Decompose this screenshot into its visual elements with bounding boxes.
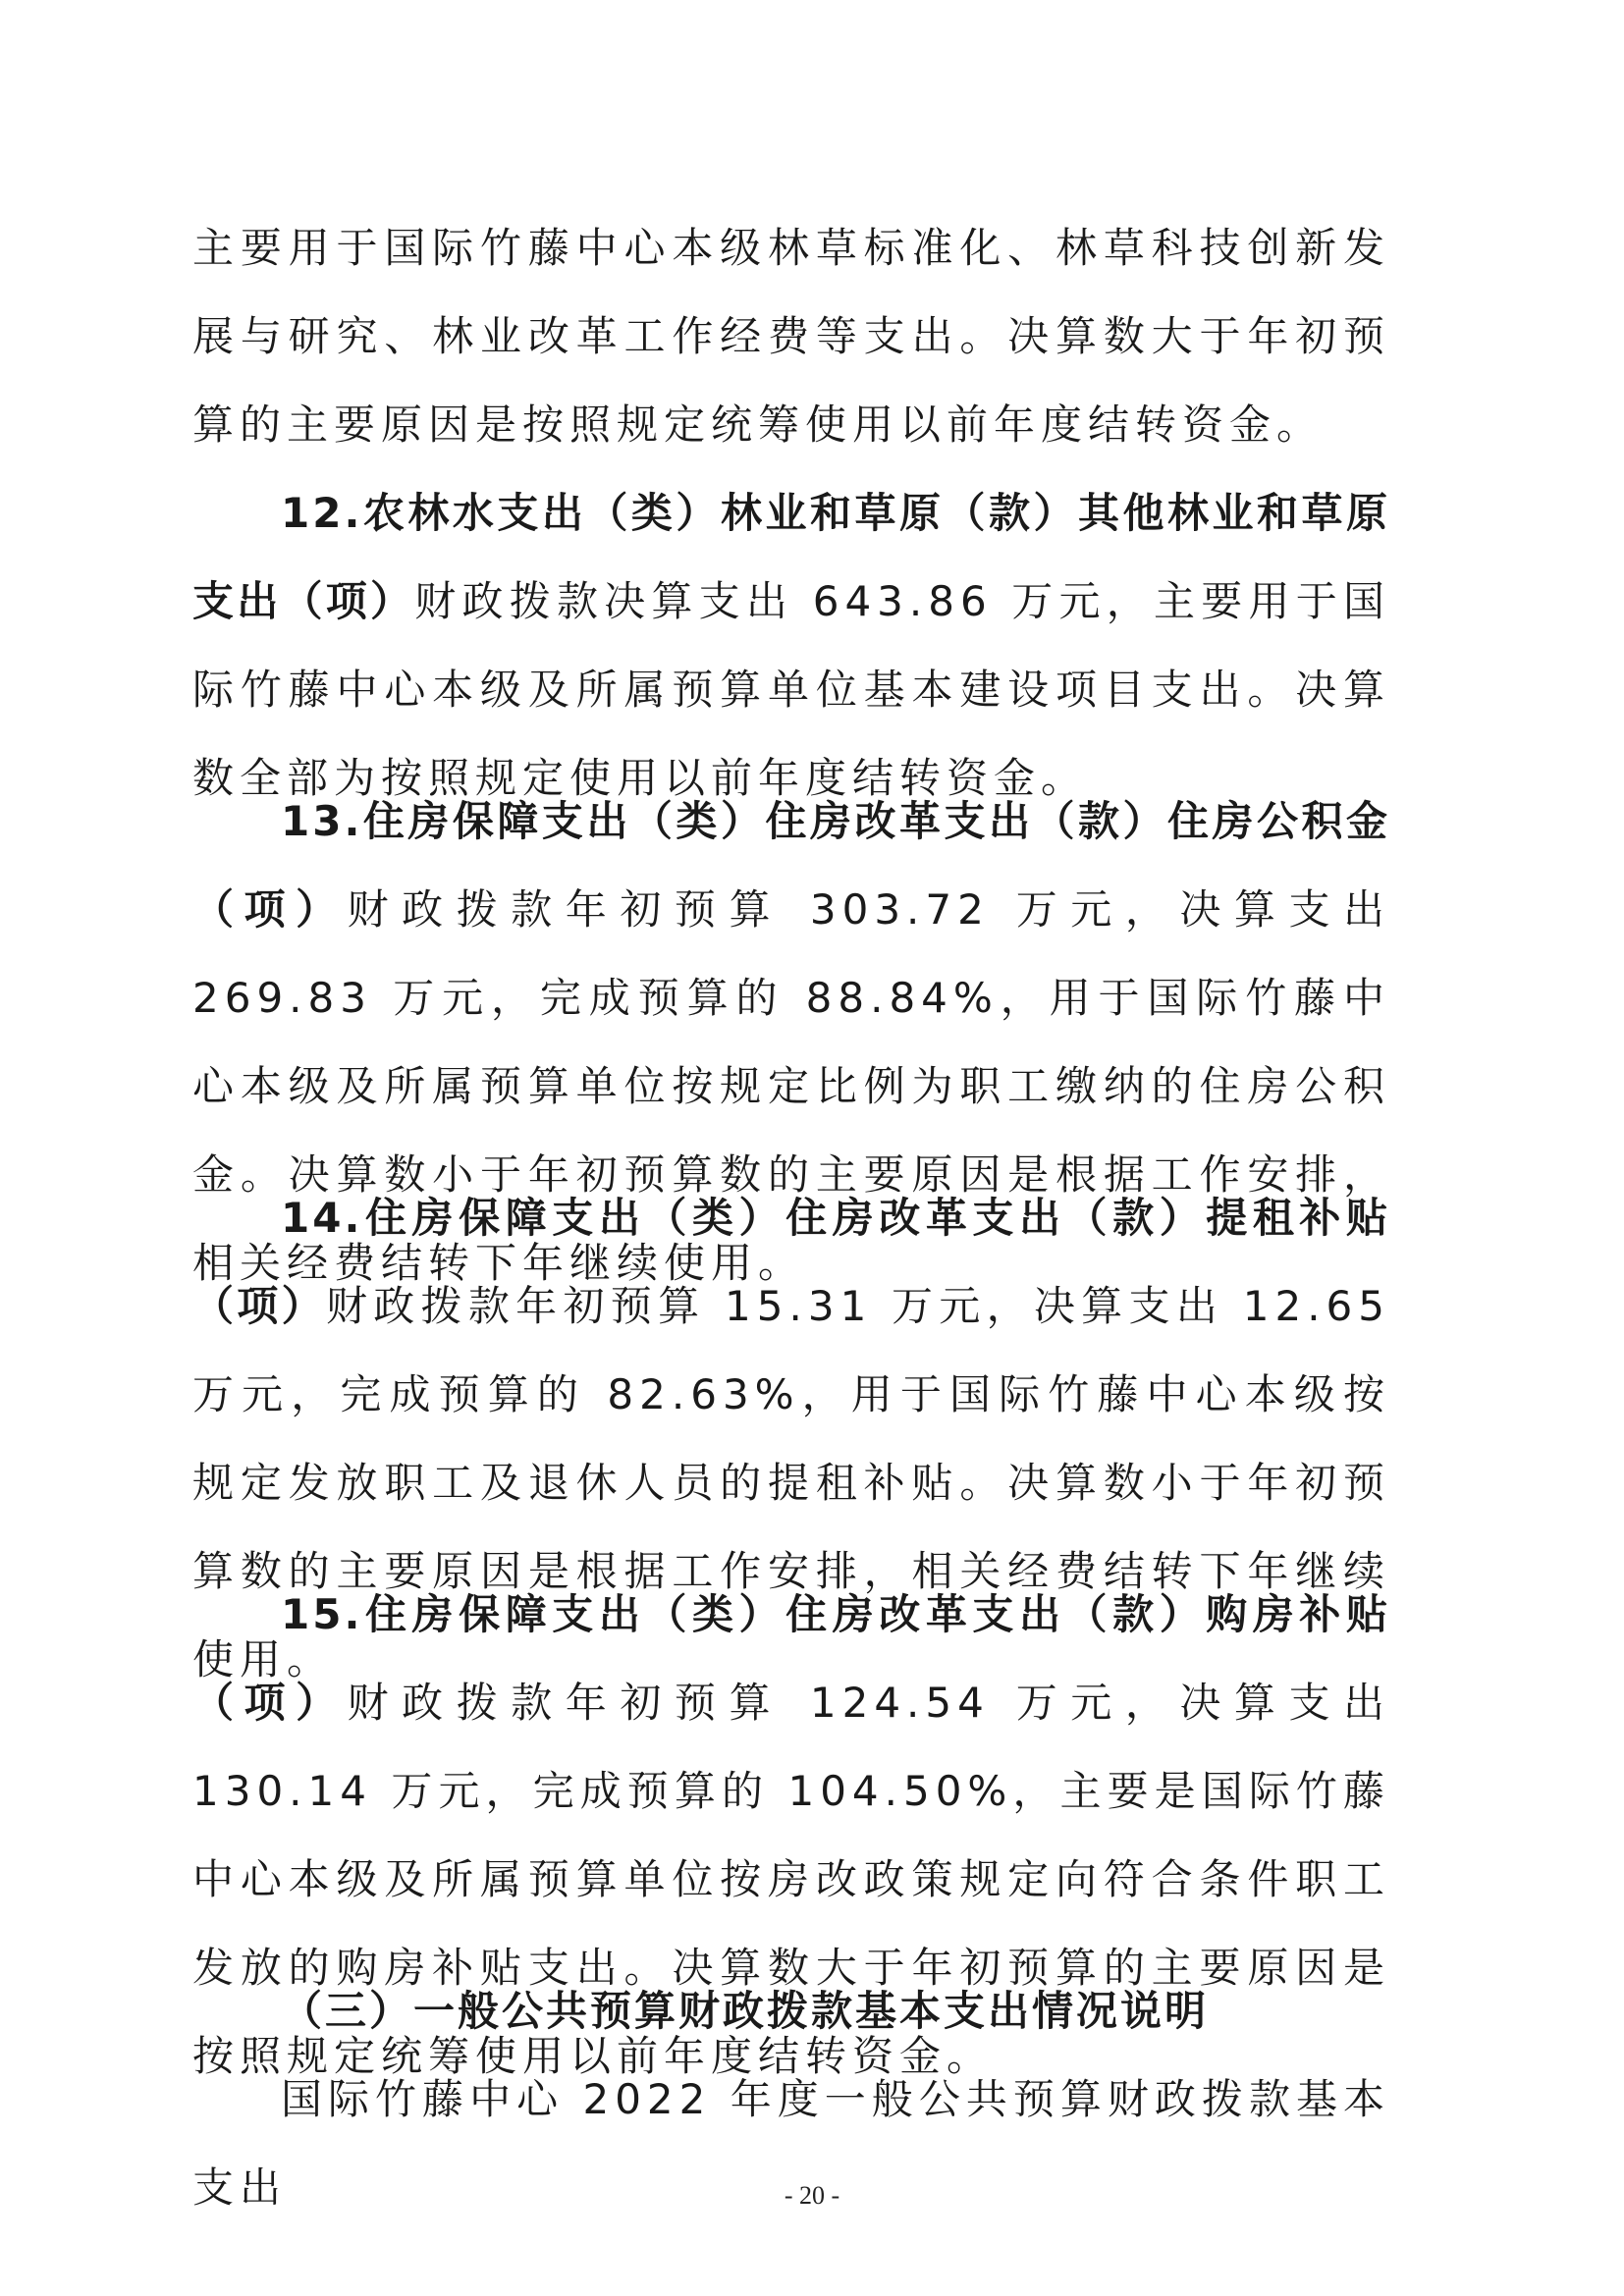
- item-12-heading: 12.农林水支出（类）林业和草原（款）其他林业和草原支出（项）: [192, 489, 1390, 625]
- item-14-body: 财政拨款年初预算 15.31 万元，决算支出 12.65 万元，完成预算的 82.63%，用于国际竹藤中心本级按规定发放职工及退休人员的提租补贴。决算数小于年初预算数的主要原因是根据工作安排，相关经费结转下年继续使用。: [192, 1282, 1390, 1683]
- item-14-heading: 14.住房保障支出（类）住房改革支出（款）提租补贴（项）: [192, 1194, 1390, 1330]
- page-number: - 20 -: [784, 2181, 840, 2210]
- paragraph-last: 国际竹藤中心 2022 年度一般公共预算财政拨款基本支出: [192, 2075, 1390, 2212]
- item-13-body: 财政拨款年初预算 303.72 万元，决算支出 269.83 万元，完成预算的 88.84%，用于国际竹藤中心本级及所属预算单位按规定比例为职工缴纳的住房公积金。决算数小于年初预算数的主要原因是根据工作安排，相关经费结转下年继续使用。: [192, 885, 1390, 1287]
- item-15-body: 财政拨款年初预算 124.54 万元，决算支出 130.14 万元，完成预算的 104.50%，主要是国际竹藤中心本级及所属预算单位按房改政策规定向符合条件职工发放的购房补贴支出。决算数大于年初预算的主要原因是按照规定统筹使用以前年度结转资金。: [192, 1679, 1390, 2080]
- document-page: [192, 0, 1390, 2296]
- section-heading: [192, 1967, 1390, 2056]
- paragraph-continued: 主要用于国际竹藤中心本级林草标准化、林草科技创新发展与研究、林业改革工作经费等支出。决算数大于年初预算的主要原因是按照规定统筹使用以前年度结转资金。: [192, 224, 1390, 449]
- item-15-heading: 15.住房保障支出（类）住房改革支出（款）购房补贴（项）: [192, 1590, 1390, 1727]
- item-12-body: 财政拨款决算支出 643.86 万元，主要用于国际竹藤中心本级及所属预算单位基本建设项目支出。决算数全部为按照规定使用以前年度结转资金。: [192, 577, 1390, 802]
- item-13-heading: 13.住房保障支出（类）住房改革支出（款）住房公积金（项）: [192, 797, 1390, 934]
- section-3-heading: （三）一般公共预算财政拨款基本支出情况说明: [281, 1987, 1210, 2035]
- paragraph-item-12: [192, 469, 1390, 823]
